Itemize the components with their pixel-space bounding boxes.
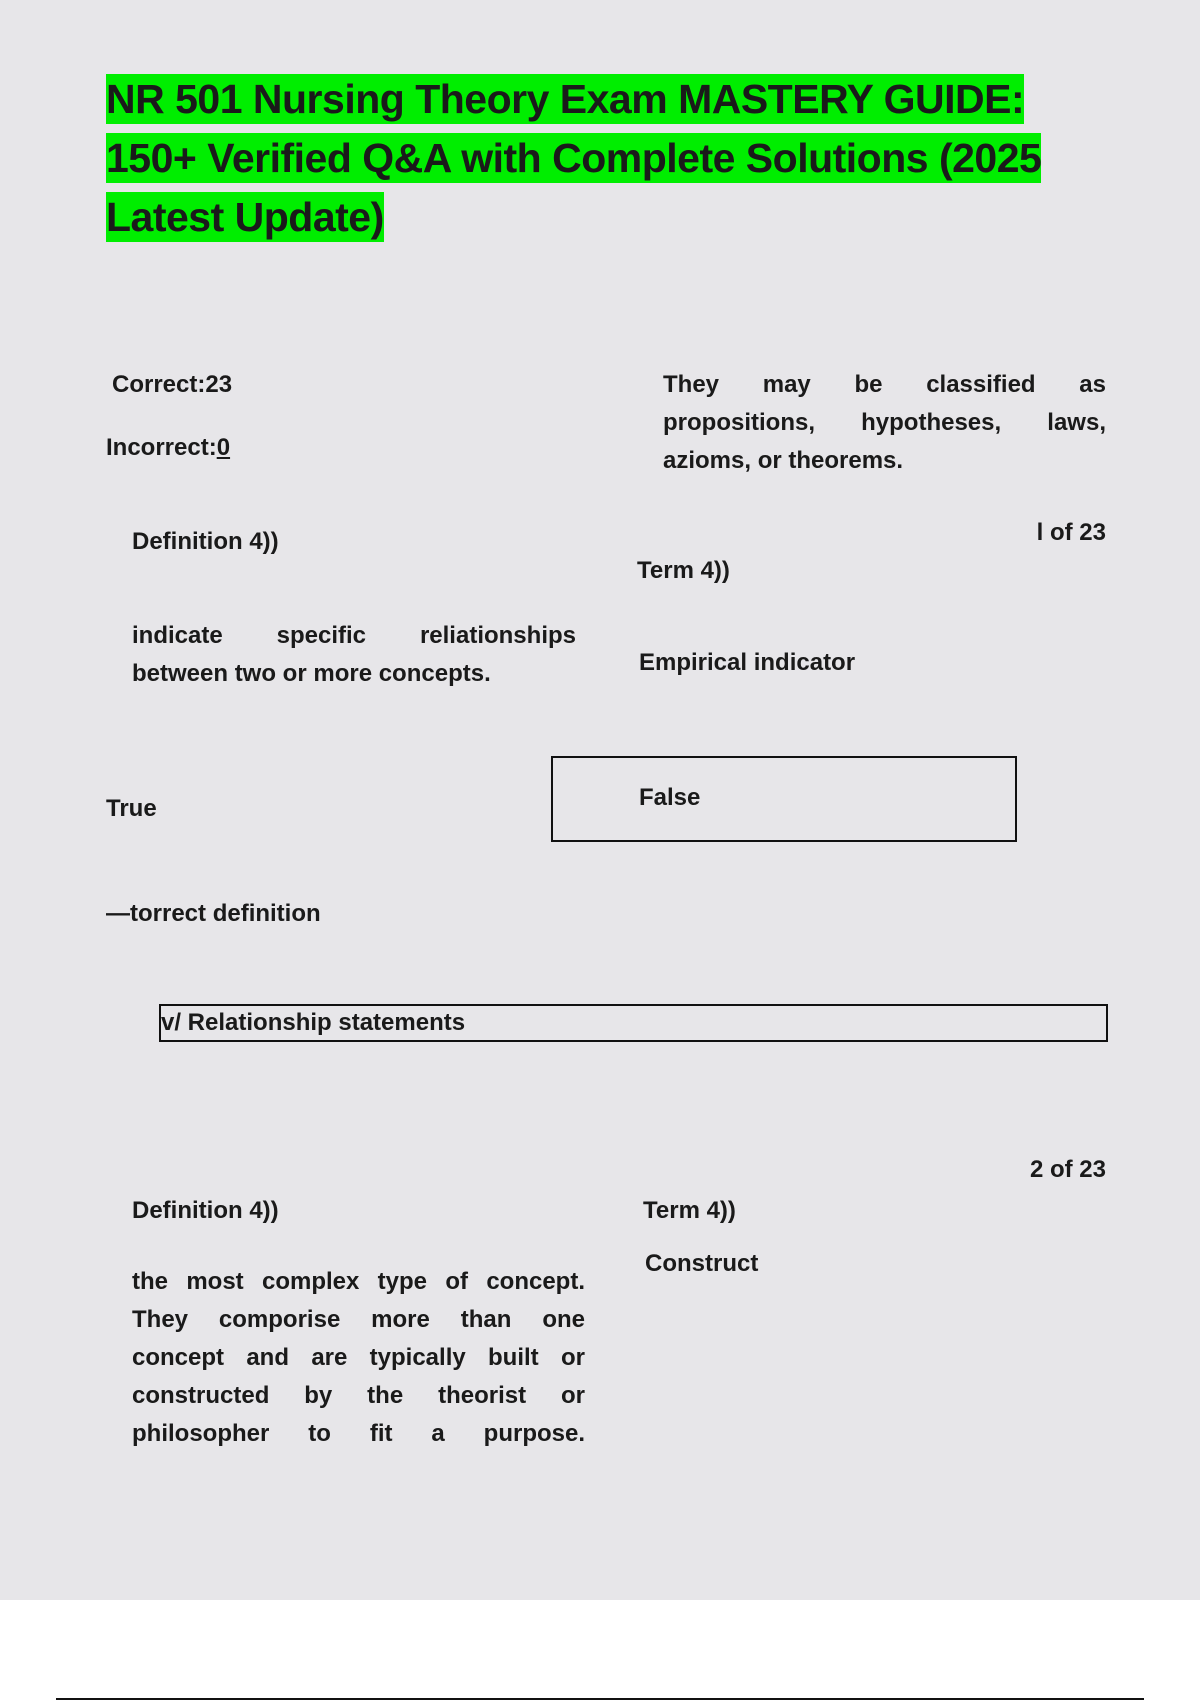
option-true[interactable]: True <box>106 795 157 822</box>
incorrect-value: 0 <box>216 434 231 461</box>
option-false[interactable]: False <box>639 784 701 811</box>
correct-label: Correct: <box>112 371 206 398</box>
correct-value: 23 <box>205 371 233 398</box>
term-text: Construct <box>645 1250 759 1277</box>
definition-text: indicate specific reliationships between two or more concepts. <box>132 622 576 687</box>
card-counter: 2 of 23 <box>1029 1156 1106 1183</box>
term-text: Empirical indicator <box>639 649 856 676</box>
card-counter: l of 23 <box>1036 519 1106 546</box>
incorrect-count <box>106 429 230 467</box>
answer-text: v/ Relationship statements <box>161 1009 466 1036</box>
document-title <box>106 70 1116 247</box>
definition-label: Definition 4)) <box>132 528 279 555</box>
side-note: They may be classified as propositions, hypotheses, laws, azioms, or theorems. <box>663 371 1106 474</box>
term-label: Term 4)) <box>643 1197 736 1224</box>
incorrect-label: Incorrect: <box>106 434 217 461</box>
feedback-text: —torrect definition <box>106 900 321 927</box>
correct-count <box>112 366 232 404</box>
definition-text: the most complex type of concept. They comporise more than one concept and are typically built or constructed by the theorist or philosopher to fit a purpose. <box>132 1268 585 1447</box>
term-label: Term 4)) <box>637 557 730 584</box>
title-highlight: NR 501 Nursing Theory Exam MASTERY GUIDE: 150+ Verified Q&A with Complete Solutions (2025 Latest Update) <box>106 76 1042 240</box>
definition-label: Definition 4)) <box>132 1197 279 1224</box>
option-false-box[interactable] <box>551 756 1017 842</box>
